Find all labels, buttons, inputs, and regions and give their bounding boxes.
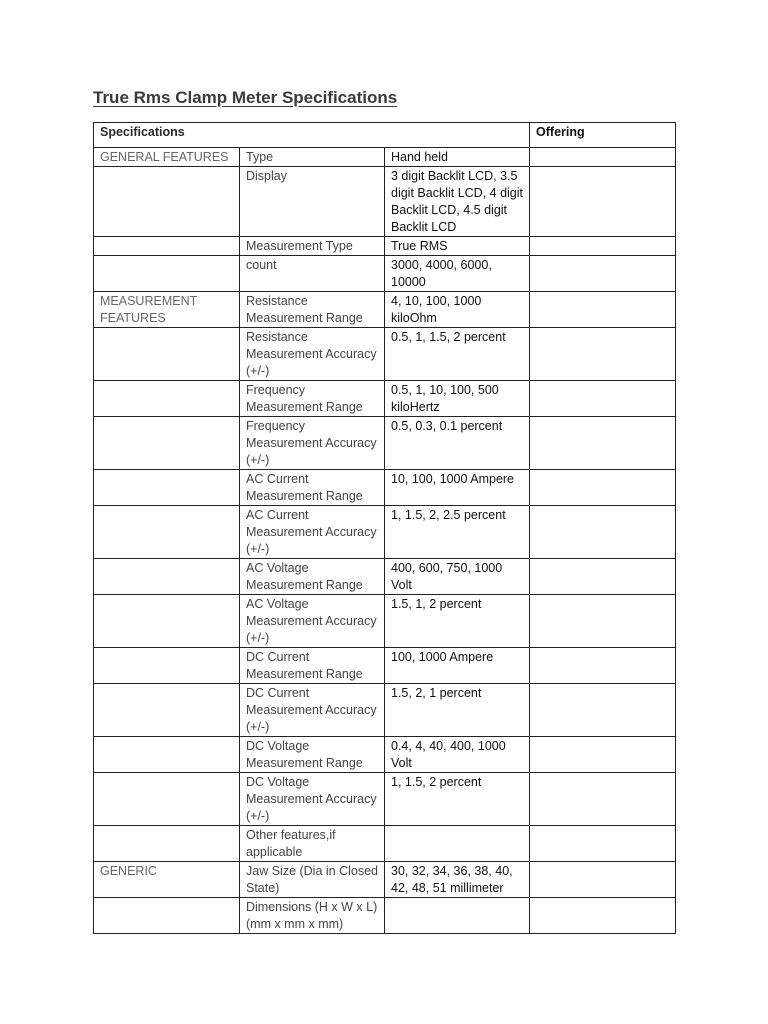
value-cell: 10, 100, 1000 Ampere <box>385 470 530 506</box>
offering-cell <box>530 595 676 648</box>
category-cell <box>94 237 240 256</box>
category-cell <box>94 773 240 826</box>
feature-cell: Frequency Measurement Range <box>240 381 385 417</box>
category-cell <box>94 684 240 737</box>
offering-cell <box>530 237 676 256</box>
feature-cell: Measurement Type <box>240 237 385 256</box>
category-cell: GENERIC <box>94 862 240 898</box>
table-row <box>94 898 676 934</box>
value-cell: True RMS <box>385 237 530 256</box>
table-row <box>94 559 676 595</box>
category-cell: GENERAL FEATURES <box>94 148 240 167</box>
feature-cell: Type <box>240 148 385 167</box>
feature-cell: DC Current Measurement Range <box>240 648 385 684</box>
category-cell <box>94 506 240 559</box>
offering-cell <box>530 167 676 237</box>
offering-cell <box>530 470 676 506</box>
feature-cell: DC Voltage Measurement Accuracy (+/-) <box>240 773 385 826</box>
category-cell <box>94 328 240 381</box>
feature-cell: AC Voltage Measurement Range <box>240 559 385 595</box>
category-cell: MEASUREMENT FEATURES <box>94 292 240 328</box>
value-cell: 1.5, 1, 2 percent <box>385 595 530 648</box>
table-row <box>94 292 676 328</box>
table-row <box>94 737 676 773</box>
offering-cell <box>530 381 676 417</box>
feature-cell: Dimensions (H x W x L) (mm x mm x mm) <box>240 898 385 934</box>
value-cell: 4, 10, 100, 1000 kiloOhm <box>385 292 530 328</box>
table-row <box>94 417 676 470</box>
value-cell: 3 digit Backlit LCD, 3.5 digit Backlit LCD, 4 digit Backlit LCD, 4.5 digit Backlit LCD <box>385 167 530 237</box>
table-row <box>94 381 676 417</box>
table-row <box>94 862 676 898</box>
feature-cell: Resistance Measurement Accuracy (+/-) <box>240 328 385 381</box>
category-cell <box>94 648 240 684</box>
value-cell: 0.5, 1, 10, 100, 500 kiloHertz <box>385 381 530 417</box>
feature-cell: AC Voltage Measurement Accuracy (+/-) <box>240 595 385 648</box>
value-cell: 400, 600, 750, 1000 Volt <box>385 559 530 595</box>
value-cell: 3000, 4000, 6000, 10000 <box>385 256 530 292</box>
category-cell <box>94 381 240 417</box>
table-row <box>94 256 676 292</box>
offering-cell <box>530 737 676 773</box>
category-cell <box>94 417 240 470</box>
value-cell: Hand held <box>385 148 530 167</box>
feature-cell: Resistance Measurement Range <box>240 292 385 328</box>
value-cell: 0.4, 4, 40, 400, 1000 Volt <box>385 737 530 773</box>
category-cell <box>94 826 240 862</box>
feature-cell: Display <box>240 167 385 237</box>
category-cell <box>94 559 240 595</box>
value-cell: 1, 1.5, 2, 2.5 percent <box>385 506 530 559</box>
value-cell <box>385 826 530 862</box>
offering-cell <box>530 898 676 934</box>
offering-cell <box>530 826 676 862</box>
category-cell <box>94 167 240 237</box>
category-cell <box>94 898 240 934</box>
feature-cell: DC Current Measurement Accuracy (+/-) <box>240 684 385 737</box>
table-row <box>94 506 676 559</box>
category-cell <box>94 737 240 773</box>
offering-cell <box>530 506 676 559</box>
category-cell <box>94 595 240 648</box>
value-cell: 30, 32, 34, 36, 38, 40, 42, 48, 51 millimeter <box>385 862 530 898</box>
category-cell <box>94 256 240 292</box>
specifications-heading: Specifications <box>94 123 530 148</box>
offering-cell <box>530 328 676 381</box>
value-cell: 0.5, 0.3, 0.1 percent <box>385 417 530 470</box>
table-row <box>94 648 676 684</box>
feature-cell: AC Current Measurement Range <box>240 470 385 506</box>
value-cell: 0.5, 1, 1.5, 2 percent <box>385 328 530 381</box>
table-header-row <box>94 123 676 148</box>
feature-cell: Jaw Size (Dia in Closed State) <box>240 862 385 898</box>
feature-cell: AC Current Measurement Accuracy (+/-) <box>240 506 385 559</box>
feature-cell: Other features,if applicable <box>240 826 385 862</box>
specifications-table <box>93 122 676 934</box>
table-row <box>94 167 676 237</box>
table-row <box>94 470 676 506</box>
offering-cell <box>530 773 676 826</box>
offering-cell <box>530 684 676 737</box>
value-cell <box>385 898 530 934</box>
table-row <box>94 684 676 737</box>
table-row <box>94 595 676 648</box>
feature-cell: Frequency Measurement Accuracy (+/-) <box>240 417 385 470</box>
document-title: True Rms Clamp Meter Specifications <box>93 88 398 107</box>
offering-cell <box>530 148 676 167</box>
table-row <box>94 237 676 256</box>
offering-cell <box>530 292 676 328</box>
table-row <box>94 826 676 862</box>
value-cell: 1.5, 2, 1 percent <box>385 684 530 737</box>
value-cell: 1, 1.5, 2 percent <box>385 773 530 826</box>
offering-heading: Offering <box>530 123 676 148</box>
table-row <box>94 148 676 167</box>
feature-cell: DC Voltage Measurement Range <box>240 737 385 773</box>
offering-cell <box>530 256 676 292</box>
feature-cell: count <box>240 256 385 292</box>
value-cell: 100, 1000 Ampere <box>385 648 530 684</box>
table-row <box>94 328 676 381</box>
table-row <box>94 773 676 826</box>
offering-cell <box>530 862 676 898</box>
offering-cell <box>530 417 676 470</box>
offering-cell <box>530 559 676 595</box>
category-cell <box>94 470 240 506</box>
offering-cell <box>530 648 676 684</box>
